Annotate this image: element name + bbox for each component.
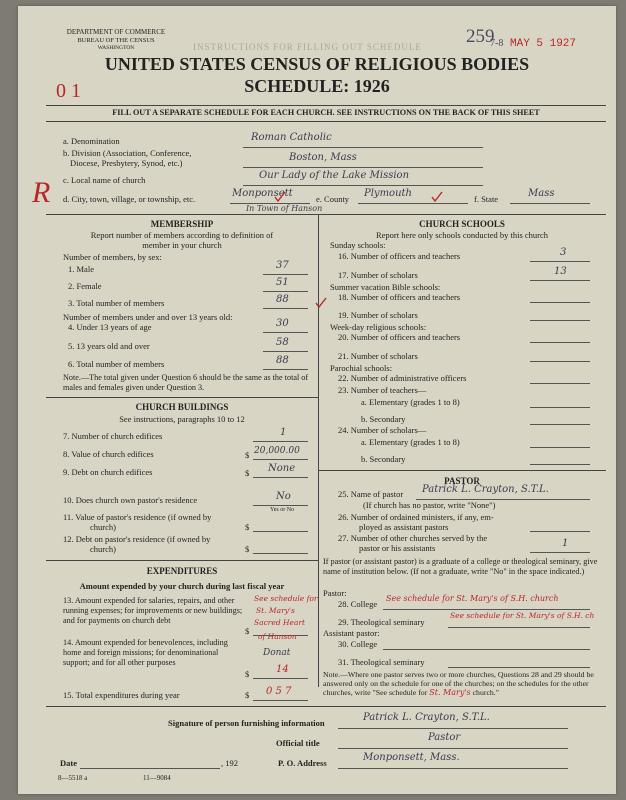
city-value: Monponsett <box>232 188 293 199</box>
ghost-text: INSTRUCTIONS FOR FILLING OUT SCHEDULE <box>193 42 422 52</box>
q14-value-3: 14 <box>276 664 289 675</box>
red-check-icon <box>273 190 287 204</box>
q7-value: 1 <box>280 427 287 438</box>
local-name-value: Our Lady of the Lake Mission <box>259 170 410 181</box>
q25-label: 25. Name of pastor <box>338 489 404 499</box>
signature-label: Signature of person furnishing information <box>168 718 325 728</box>
header-city: WASHINGTON <box>97 45 135 51</box>
q17-value: 13 <box>554 266 567 277</box>
official-title-label: Official title <box>276 738 320 748</box>
q23a-label: a. Elementary (grades 1 to 8) <box>361 397 460 407</box>
q16-value: 3 <box>560 247 567 258</box>
q25-hint: (If church has no pastor, write "None") <box>363 500 496 510</box>
sunday-label: Sunday schools: <box>330 240 386 250</box>
schools-title: CHURCH SCHOOLS <box>419 219 505 229</box>
membership-intro-1: Report number of members according to definition of <box>90 230 274 240</box>
q14-value-1: of Hanson <box>258 632 297 641</box>
q13-dollar: $ <box>245 626 250 636</box>
print-number: 11—9084 <box>143 774 171 782</box>
denomination-value: Roman Catholic <box>251 132 332 143</box>
q17-label: 17. Number of scholars <box>338 270 418 280</box>
q6-value: 88 <box>276 355 289 366</box>
received-date-stamp: MAY 5 1927 <box>510 38 577 50</box>
header-bureau: BUREAU OF THE CENSUS <box>77 37 155 44</box>
q4-value: 30 <box>276 318 289 329</box>
q21-label: 21. Number of scholars <box>338 351 418 361</box>
q10-hint: Yes or No <box>270 507 295 513</box>
q31-label: 31. Theological seminary <box>338 657 425 667</box>
q24a-label: a. Elementary (grades 1 to 8) <box>361 437 460 447</box>
q15-value: 0 5 7 <box>266 686 292 697</box>
pastor-note-value: St. Mary's <box>429 688 471 697</box>
q24b-label: b. Secondary <box>361 454 406 464</box>
q1-value: 37 <box>276 260 289 271</box>
pastor-note <box>323 670 605 697</box>
state-value: Mass <box>528 188 555 199</box>
date-label: Date <box>60 758 77 768</box>
q15-dollar: $ <box>245 690 250 700</box>
q2-value: 51 <box>276 277 289 288</box>
q28-label: 28. College <box>338 599 378 609</box>
q18-label: 18. Number of officers and teachers <box>338 292 461 302</box>
q26-label-2: ployed as assistant pastors <box>359 522 449 532</box>
q28-value: See schedule for St. Mary's of S.H. church <box>386 594 559 603</box>
expenditures-intro: Amount expended by your church during last fiscal year <box>79 581 285 591</box>
q24-label: 24. Number of scholars— <box>338 425 427 435</box>
q29-value: See schedule for St. Mary's of S.H. ch <box>450 611 595 620</box>
header-dept: DEPARTMENT OF COMMERCE <box>66 28 166 36</box>
q13-value-1: See schedule for <box>254 594 318 603</box>
q22-label: 22. Number of administrative officers <box>338 373 467 383</box>
form-subtitle: SCHEDULE: 1926 <box>244 76 390 96</box>
county-label: e. County <box>316 194 350 204</box>
q23-label: 23. Number of teachers— <box>338 385 427 395</box>
q9-label: 9. Debt on church edifices <box>63 467 153 477</box>
q2-label: 2. Female <box>68 281 102 291</box>
buildings-title: CHURCH BUILDINGS <box>135 402 229 412</box>
q9-value: None <box>268 463 296 474</box>
state-label: f. State <box>474 194 499 204</box>
red-check-icon <box>314 296 328 310</box>
q8-value: 20,000.00 <box>254 446 300 456</box>
city-label: d. City, town, village, or township, etc. <box>63 194 196 204</box>
membership-intro-2: member in your church <box>142 240 222 250</box>
q1-label: 1. Male <box>68 264 94 274</box>
red-check-icon <box>430 190 444 204</box>
q19-label: 19. Number of scholars <box>338 310 418 320</box>
age-intro: Number of members under and over 13 years old: <box>63 312 233 322</box>
parochial-label: Parochial schools: <box>330 363 393 373</box>
address-value: Monponsett, Mass. <box>363 752 460 763</box>
by-sex-label: Number of members, by sex: <box>63 252 162 262</box>
q5-label: 5. 13 years old and over <box>68 341 150 351</box>
pastor-title: PASTOR <box>444 476 480 486</box>
q15-label: 15. Total expenditures during year <box>63 690 180 700</box>
q29-label: 29. Theological seminary <box>338 617 425 627</box>
q12-label-2: church) <box>90 544 116 554</box>
q8-label: 8. Value of church edifices <box>63 449 154 459</box>
q16-label: 16. Number of officers and teachers <box>338 251 461 261</box>
check-mark: R <box>32 176 51 209</box>
census-schedule-form <box>18 6 616 794</box>
q6-label: 6. Total number of members <box>68 359 165 369</box>
q4-label: 4. Under 13 years of age <box>68 322 152 332</box>
q13-value-3: Sacred Heart <box>254 618 306 627</box>
city-note: In Town of Hanson <box>246 204 323 213</box>
q10-label: 10. Does church own pastor's residence <box>63 495 198 505</box>
q27-label-1: 27. Number of other churches served by the <box>338 533 488 543</box>
q3-label: 3. Total number of members <box>68 298 165 308</box>
q3-value: 88 <box>276 294 289 305</box>
pastor-sub-label: Pastor: <box>323 588 347 598</box>
serial-number: 259 <box>466 26 495 47</box>
division-label-1: b. Division (Association, Conference, <box>63 148 192 158</box>
q14-label: 14. Amount expended for benevolences, including home and foreign missions; for denominational support; and for all other purposes <box>63 638 228 667</box>
q30-label: 30. College <box>338 639 378 649</box>
q13-value-2: St. Mary's <box>256 606 295 615</box>
q5-value: 58 <box>276 337 289 348</box>
q14-value-2: Donat <box>263 648 291 658</box>
signature-value: Patrick L. Crayton, S.T.L. <box>363 712 490 723</box>
q12-dollar: $ <box>245 544 250 554</box>
county-value: Plymouth <box>364 188 412 199</box>
pastor-note-text: Note.—Where one pastor serves two or more churches, Questions 28 and 29 should be answered only on the schedule for one of the churches; on the schedules for the other churches, write "See schedule for <box>323 670 594 697</box>
buildings-intro: See instructions, paragraphs 10 to 12 <box>119 414 245 424</box>
q12-label-1: 12. Debt on pastor's residence (if owned by <box>63 534 211 544</box>
address-label: P. O. Address <box>278 758 327 768</box>
asst-pastor-label: Assistant pastor: <box>323 628 380 638</box>
q11-label-1: 11. Value of pastor's residence (if owned by <box>63 512 212 522</box>
q27-label-2: pastor or his assistants <box>359 543 436 553</box>
q20-label: 20. Number of officers and teachers <box>338 332 461 342</box>
form-instruction: FILL OUT A SEPARATE SCHEDULE FOR EACH CHURCH. SEE INSTRUCTIONS ON THE BACK OF THIS SHEET <box>112 108 540 117</box>
q25-value: Patrick L. Crayton, S.T.L. <box>422 484 549 495</box>
q27-value: 1 <box>562 538 569 549</box>
membership-note: Note.—The total given under Question 6 should be the same as the total of males and females given under Question 3. <box>63 373 309 392</box>
division-label-2: Diocese, Presbytery, Synod, etc.) <box>70 158 183 168</box>
q23b-label: b. Secondary <box>361 414 406 424</box>
official-title-value: Pastor <box>428 732 461 743</box>
code-number: 0 1 <box>56 80 81 102</box>
denomination-label: a. Denomination <box>63 136 120 146</box>
date-year: , 192 <box>221 758 238 768</box>
division-value: Boston, Mass <box>289 152 357 163</box>
q11-dollar: $ <box>245 522 250 532</box>
q10-value: No <box>276 491 291 502</box>
membership-title: MEMBERSHIP <box>150 219 214 229</box>
form-title: UNITED STATES CENSUS OF RELIGIOUS BODIES <box>104 54 530 74</box>
pastor-note-end: church." <box>472 688 499 697</box>
q26-label-1: 26. Number of ordained ministers, if any, em- <box>338 512 494 522</box>
expenditures-title: EXPENDITURES <box>146 566 218 576</box>
local-name-label: c. Local name of church <box>63 175 146 185</box>
q8-dollar: $ <box>245 450 250 460</box>
q9-dollar: $ <box>245 468 250 478</box>
weekday-label: Week-day religious schools: <box>330 322 427 332</box>
graduate-note: If pastor (or assistant pastor) is a graduate of a college or theological seminary, give name of institution below. (If not a graduate, write "No" in the space indicated.) <box>323 557 598 576</box>
form-number: 8—5518 a <box>58 774 88 782</box>
q7-label: 7. Number of church edifices <box>63 431 163 441</box>
q13-label: 13. Amount expended for salaries, repairs, and other running expenses; for improvements or new buildings; and for payments on church debt <box>63 596 243 625</box>
summer-label: Summer vacation Bible schools: <box>330 282 441 292</box>
schools-intro: Report here only schools conducted by this church <box>375 230 549 240</box>
q14-dollar: $ <box>245 669 250 679</box>
q11-label-2: church) <box>90 522 116 532</box>
serial-suffix: 7-8 <box>490 38 504 49</box>
